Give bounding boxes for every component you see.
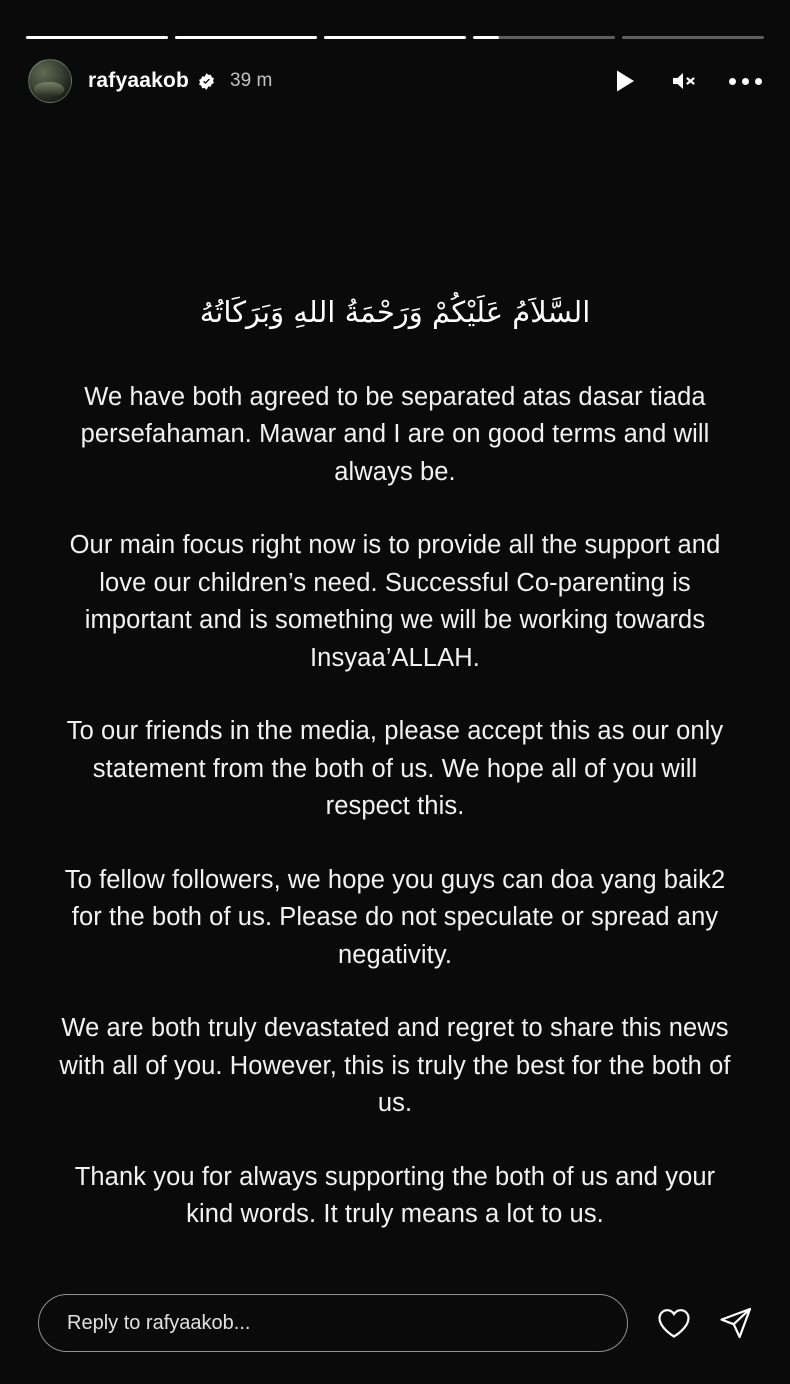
story-footer (38, 1292, 760, 1354)
story-paragraph: Thank you for always supporting the both of us and your kind words. It truly means a lot to us. (74, 1162, 716, 1229)
play-icon[interactable] (610, 66, 640, 96)
story-text-content (48, 290, 742, 1234)
more-options-icon[interactable] (730, 66, 760, 96)
reply-input[interactable] (38, 1294, 628, 1352)
avatar[interactable] (28, 59, 72, 103)
story-progress-segment[interactable] (622, 36, 764, 39)
story-footer-actions (654, 1303, 760, 1343)
story-timestamp: 39 m (230, 70, 273, 91)
story-header-actions (610, 66, 768, 96)
story-progress-bar[interactable] (26, 36, 764, 39)
story-paragraph: Our main focus right now is to provide all the support and love our children’s need. Successful Co-parenting is important and is something we will be working towards Insyaa’ALLAH. (69, 531, 721, 672)
story-paragraph: We are both truly devastated and regret to share this news with all of you. However, this is truly the best for the both of us. (59, 1014, 731, 1118)
story-header (28, 57, 768, 105)
mute-icon[interactable] (670, 66, 700, 96)
story-progress-segment[interactable] (26, 36, 168, 39)
heart-icon[interactable] (654, 1303, 694, 1343)
story-username[interactable]: rafyaakob (88, 69, 190, 92)
story-paragraph: To our friends in the media, please accept this as our only statement from the both of us. We hope all of you will respect this. (66, 717, 724, 821)
share-paper-plane-icon[interactable] (716, 1303, 756, 1343)
story-progress-segment-active[interactable] (473, 36, 615, 39)
story-progress-segment[interactable] (324, 36, 466, 39)
verified-badge-icon (197, 72, 216, 91)
story-paragraph: To fellow followers, we hope you guys can doa yang baik2 for the both of us. Please do not speculate or spread any negativity. (64, 865, 726, 969)
arabic-greeting: السَّلاَمُ عَلَيْكُمْ وَرَحْمَةُ اللهِ وَبَرَكَاتُهُ (199, 295, 591, 329)
story-paragraph: We have both agreed to be separated atas dasar tiada persefahaman. Mawar and I are on good terms and will always be. (80, 382, 710, 486)
story-progress-segment[interactable] (175, 36, 317, 39)
